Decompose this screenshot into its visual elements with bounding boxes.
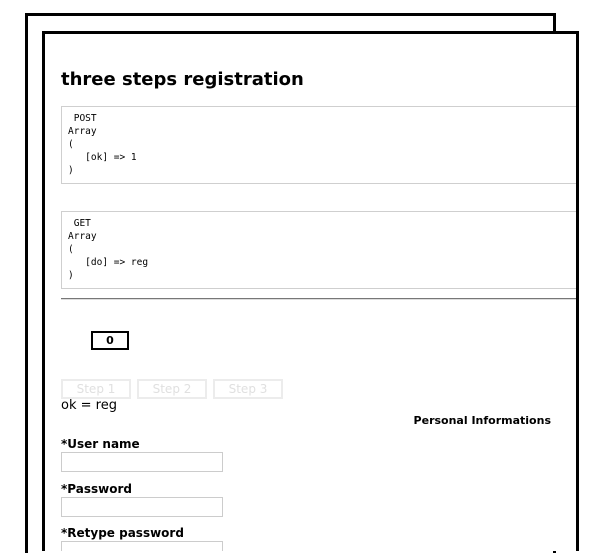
divider — [61, 298, 579, 300]
counter-box: 0 — [91, 331, 129, 350]
page-title: three steps registration — [61, 69, 304, 90]
step-3-button[interactable]: Step 3 — [213, 379, 283, 399]
step-1-button[interactable]: Step 1 — [61, 379, 131, 399]
section-title: Personal Informations — [413, 414, 551, 427]
username-input[interactable] — [61, 452, 223, 472]
password-input[interactable] — [61, 497, 223, 517]
get-dump: GET Array ( [do] => reg ) — [61, 211, 579, 289]
post-dump: POST Array ( [ok] => 1 ) — [61, 106, 579, 184]
ok-status: ok = reg — [61, 398, 117, 413]
password-label: *Password — [61, 482, 132, 496]
retype-password-label: *Retype password — [61, 526, 184, 540]
retype-password-input[interactable] — [61, 541, 223, 551]
step-buttons — [61, 379, 283, 399]
content-frame — [42, 31, 579, 551]
username-label: *User name — [61, 437, 140, 451]
step-2-button[interactable]: Step 2 — [137, 379, 207, 399]
